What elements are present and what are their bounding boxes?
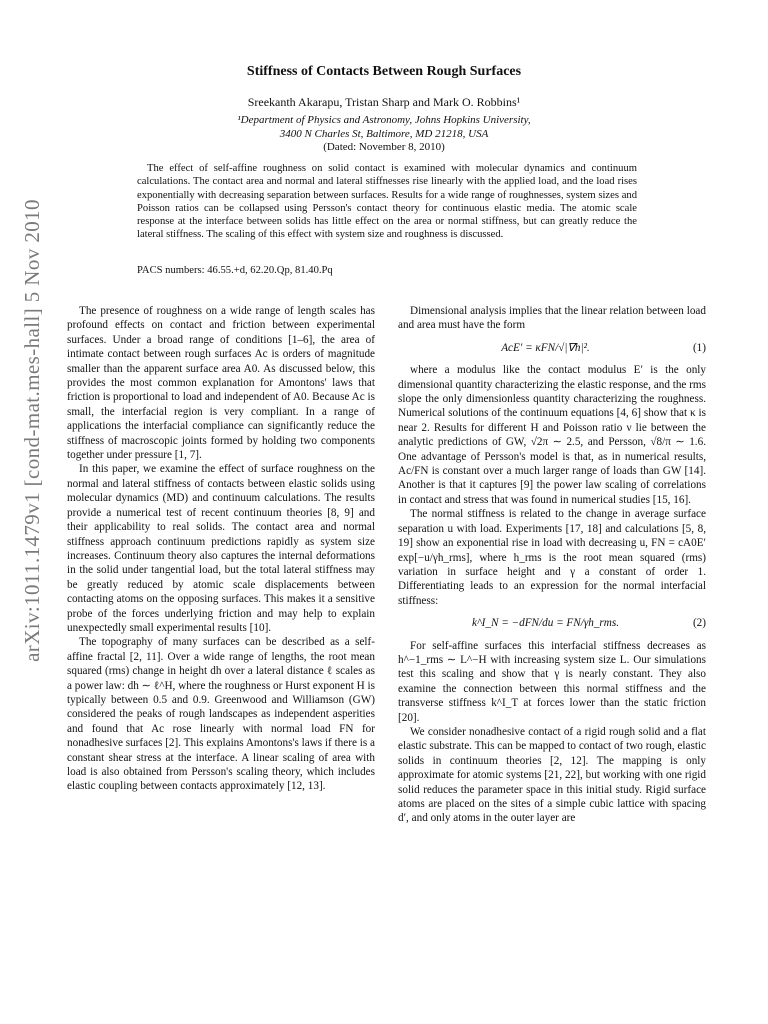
equation-2 — [398, 616, 706, 630]
equation-1-number: (1) — [692, 341, 706, 354]
date-line: (Dated: November 8, 2010) — [323, 141, 445, 153]
paragraph-intro: The presence of roughness on a wide range of length scales has profound effects on contact and friction between experimental surfaces. Under a broad range of conditions [1–6], the area of intimate contact between rough surfaces Ac is orders of magnitude smaller than the apparent surface area A0. As discussed below, this provides the most common explanation for Amontons' laws that friction is proportional to load and independent of A0. Because Ac is small, the interfacial region is very compliant. In a range of applications the interfacial compliance can significantly reduce the stiffness of macroscopic joints formed by holding two components together under pressure [1, 7]. — [67, 305, 375, 462]
abstract: The effect of self-affine roughness on solid contact is examined with molecular dynamics and continuum calculations. The contact area and normal and lateral stiffnesses rise linearly with the applied load, and the load rises exponentially with decreasing separation between surfaces. Results for a wide range of roughnesses, system sizes and Poisson ratios can be collapsed using Persson's contact theory for continuous elastic media. The atomic scale response at the interface between solids has little effect on the area or normal stiffness, but can greatly reduce the lateral stiffness. The scaling of this effect with system size and roughness is discussed. — [137, 163, 637, 241]
pacs-numbers: PACS numbers: 46.55.+d, 62.20.Qp, 81.40.Pq — [137, 265, 333, 276]
right-column — [398, 304, 706, 826]
paragraph-normal-stiffness: The normal stiffness is related to the change in average surface separation u with load. Experiments [17, 18] and calculations [5, 8, 19] show an exponential rise in load with decreasing u, FN = cA0E′ exp[−u/γh_rms], where h_rms is the root mean squared (rms) variation in surface height and γ a constant of order 1. Differentiating leads to an expression for the normal interfacial stiffness: — [398, 508, 706, 607]
arxiv-identifier: arXiv:1011.1479v1 [cond-mat.mes-hall] 5 Nov 2010 — [19, 198, 44, 662]
affiliation-line-2: 3400 N Charles St, Baltimore, MD 21218, USA — [279, 128, 489, 140]
paragraph-self-affine: For self-affine surfaces this interfacial stiffness decreases as h^−1_rms ∼ L^−H with increasing system size L. Our simulations test this scaling and show that γ is nearly constant. They also examine the connection between this normal stiffness and the transverse stiffness k^I_T at forces lower than the static friction [20]. — [398, 639, 706, 724]
left-column — [67, 304, 375, 794]
paragraph-nonadhesive: We consider nonadhesive contact of a rigid rough solid and a flat elastic substrate. This can be mapped to contact of two rough, elastic solids in continuum theories [2, 12]. The mapping is only approximate for atomic systems [21, 22], but working with one rigid solid reduces the parameter space in this initial study. Rigid surface atoms are placed on the sites of a simple cubic lattice with spacing d′, and only atoms in the outer layer are — [398, 725, 706, 825]
paragraph-this-paper: In this paper, we examine the effect of surface roughness on the normal and lateral stiffness of contacts between elastic solids using molecular dynamics (MD) and continuum calculations. The results provide a numerical test of recent continuum theories [8, 9] and their applicability to real solids. The contact area and normal stiffness approach continuum predictions rapidly as system size increases. Continuum theory also captures the internal deformations in the solid under tangential load, but the total lateral stiffness may be greatly reduced by atomic scale displacements between contacting atoms on the opposing surfaces. This makes it a sensitive probe of the forces underlying friction and may help to explain unexpectedly small experimental results [10]. — [67, 463, 375, 634]
paragraph-modulus: where a modulus like the contact modulus E′ is the only dimensional quantity characterizing the elastic response, and the rms slope the only dimensionless quantity characterizing the roughness. Numerical solutions of the continuum equations [4, 6] show that κ is near 2. Results for different H and Poisson ratio ν lie between the analytic predictions of GW, √2π ∼ 2.5, and Persson, √8/π ∼ 1.6. One advantage of Persson's model is that, as in numerical results, Ac/FN is constant over a much larger range of loads than GW [14]. Another is that it captures [9] the power law scaling of correlations in contact and stress that was found in numerical studies [15, 16]. — [398, 364, 706, 506]
paragraph-dimensional-analysis: Dimensional analysis implies that the linear relation between load and area must have the form — [398, 305, 706, 332]
arxiv-side-label — [14, 180, 50, 680]
equation-2-body: k^I_N = −dFN/du = FN/γh_rms. — [471, 617, 620, 630]
equation-1 — [398, 341, 706, 355]
equation-2-number: (2) — [692, 617, 706, 630]
paper-title: Stiffness of Contacts Between Rough Surfaces — [246, 64, 522, 79]
affiliation — [0, 113, 768, 141]
equation-1-body: AcE′ = κFN/√|∇h|². — [501, 341, 590, 354]
affiliation-line-1: ¹Department of Physics and Astronomy, Johns Hopkins University, — [237, 114, 531, 126]
paragraph-topography: The topography of many surfaces can be described as a self-affine fractal [2, 11]. Over a wide range of lengths, the root mean squared (rms) change in height dh over a lateral distance ℓ scales as a power law: dh ∼ ℓ^H, where the roughness or Hurst exponent H is typically between 0.5 and 0.9. Greenwood and Williamson (GW) considered the peaks of rough landscapes as independent asperities and found that Ac rose linearly with normal load FN for nonadhesive surfaces [2]. This explains Amontons's laws if there is a constant shear stress at the interface. A linear scaling of area with load is also obtained from Persson's scaling theory, which includes elastic coupling between contacts approximately [12, 13]. — [67, 636, 375, 793]
author-list: Sreekanth Akarapu, Tristan Sharp and Mark O. Robbins¹ — [247, 95, 521, 109]
